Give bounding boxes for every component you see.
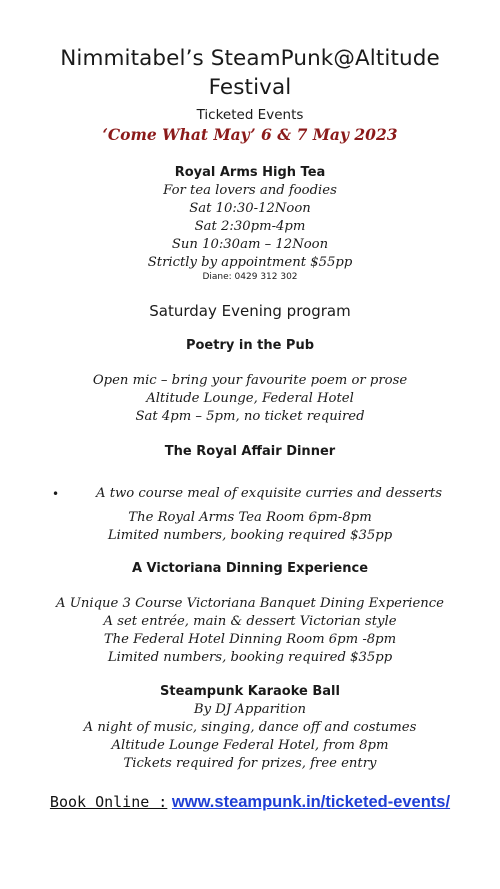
high-tea-section (0, 164, 500, 283)
karaoke-line: By DJ Apparition (193, 702, 307, 717)
high-tea-line: Strictly by appointment $55pp (147, 255, 353, 270)
karaoke-line: Tickets required for prizes, free entry (123, 756, 377, 771)
high-tea-line: Sun 10:30am – 12Noon (171, 237, 329, 252)
festival-dates: ‘Come What May’ 6 & 7 May 2023 (102, 125, 398, 144)
royal-affair-bullet-line (0, 485, 500, 503)
title-line-1: Nimmitabel’s SteamPunk@Altitude (60, 46, 440, 71)
saturday-heading: Saturday Evening program (149, 302, 351, 320)
title-line-2: Festival (208, 75, 292, 100)
festival-title (0, 0, 500, 102)
book-online (0, 791, 500, 813)
high-tea-line: Sat 2:30pm-4pm (194, 219, 306, 234)
victoriana-heading: A Victoriana Dinning Experience (131, 561, 369, 576)
victoriana-line: Limited numbers, booking required $35pp (107, 650, 393, 665)
victoriana-line: A set entrée, main & dessert Victorian style (103, 614, 397, 629)
book-online-label: Book Online : (49, 793, 168, 811)
karaoke-line: Altitude Lounge Federal Hotel, from 8pm (111, 738, 389, 753)
victoriana-section (0, 560, 500, 667)
high-tea-heading: Royal Arms High Tea (174, 165, 326, 180)
royal-affair-line: The Royal Arms Tea Room 6pm-8pm (128, 510, 372, 525)
subtitle: Ticketed Events (196, 107, 304, 123)
bullet-icon: • (52, 487, 60, 501)
poetry-line: Sat 4pm – 5pm, no ticket required (135, 409, 365, 424)
victoriana-line: The Federal Hotel Dinning Room 6pm -8pm (103, 632, 397, 647)
victoriana-line: A Unique 3 Course Victoriana Banquet Dining Experience (56, 596, 444, 611)
royal-affair-section (0, 443, 500, 545)
karaoke-section (0, 683, 500, 773)
poetry-section (0, 337, 500, 426)
karaoke-heading: Steampunk Karaoke Ball (160, 684, 340, 699)
high-tea-line: Sat 10:30-12Noon (189, 201, 311, 216)
karaoke-line: A night of music, singing, dance off and costumes (83, 720, 417, 735)
poetry-line: Altitude Lounge, Federal Hotel (146, 391, 354, 406)
poetry-line: Open mic – bring your favourite poem or prose (92, 373, 408, 388)
poetry-heading: Poetry in the Pub (185, 338, 315, 353)
royal-affair-heading: The Royal Affair Dinner (164, 444, 336, 459)
high-tea-contact: Diane: 0429 312 302 (202, 272, 298, 282)
ticketed-events-link[interactable]: www.steampunk.in/ticketed-events/ (171, 793, 451, 811)
high-tea-line: For tea lovers and foodies (163, 183, 337, 198)
royal-affair-line: Limited numbers, booking required $35pp (107, 528, 393, 543)
royal-affair-bullet-text: A two course meal of exquisite curries and desserts (95, 486, 442, 501)
